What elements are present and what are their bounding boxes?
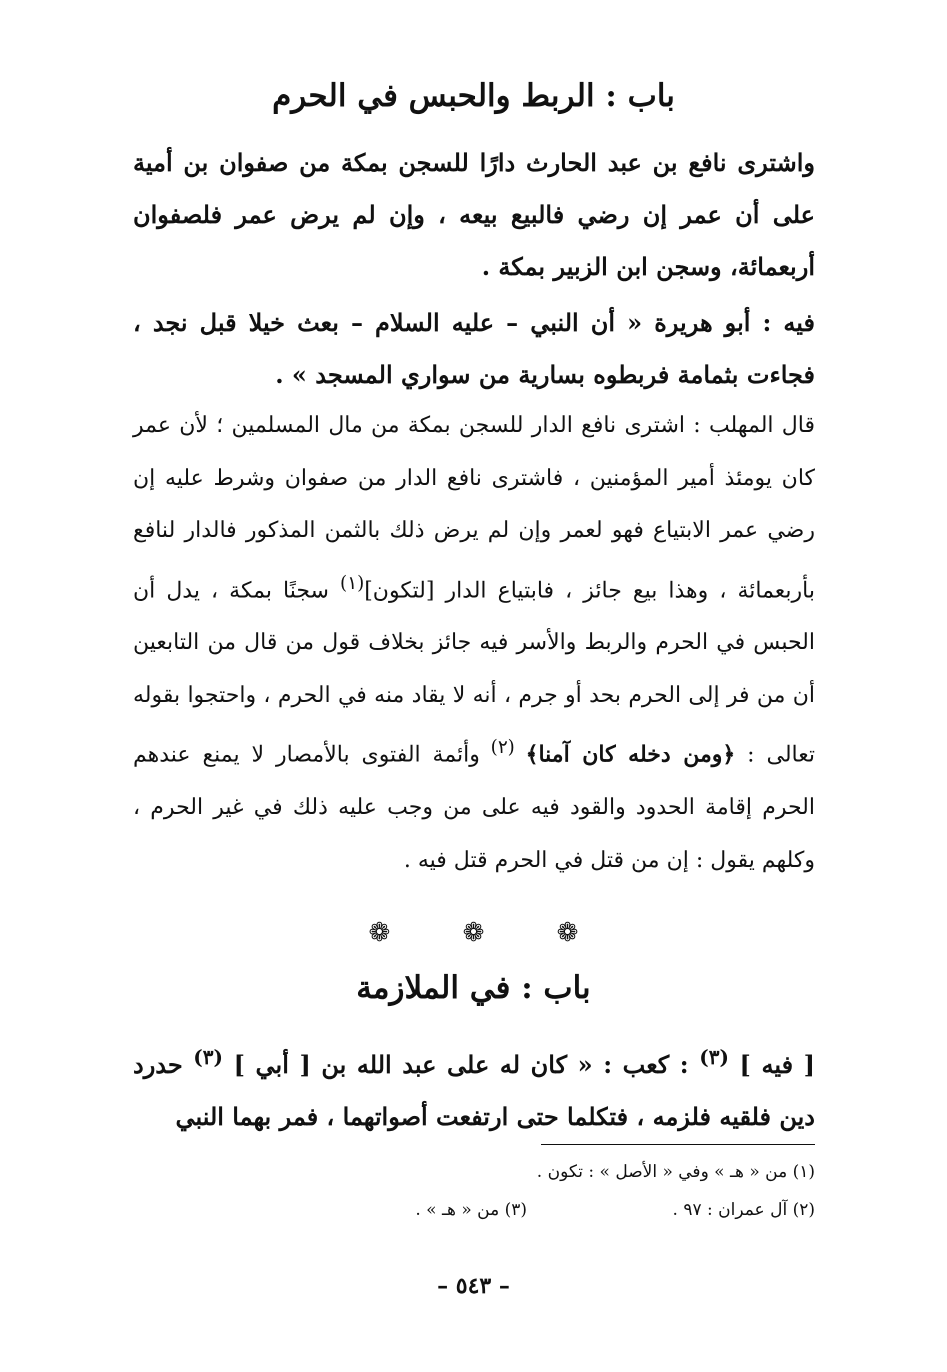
page-number: – ٥٤٣ – (437, 1273, 510, 1299)
hadith-part-c: حدرد دين فلقيه فلزمه ، فتكلما حتى ارتفعت أصواتهما ، فمر بهما النبي (133, 1050, 815, 1131)
chapter-title-detention: باب : الربط والحبس في الحرم (272, 78, 675, 114)
chapter-text-1: واشترى نافع بن عبد الحارث دارًا للسجن بمكة من صفوان بن أمية على أن عمر إن رضي فالبيع بيعه ، وإن لم يرض عمر فلصفوان أربعمائة، وسجن ابن الزبير بمكة . (133, 148, 815, 281)
footnote-1: (١) من « هـ » وفي « الأصل » : تكون . (536, 1162, 815, 1182)
footnote-3: (٣) من « هـ » . (415, 1200, 527, 1220)
hadith-text-thumama: فيه : أبو هريرة « أن النبي – عليه السلام – بعث خيلا قبل نجد ، فجاءت بثمامة فربطوه بسارية من سواري المسجد » . (133, 308, 815, 389)
commentary-part-2: سجنًا بمكة ، يدل أن الحبس في الحرم والربط والأسر فيه جائز بخلاف قول من قال من التابعين أن من فر إلى الحرم بحد أو جرم ، أنه لا يقاد منه في الحرم ، واحتجوا بقوله تعالى : (133, 577, 815, 768)
separator-star: ❁ (556, 918, 579, 948)
section-separator (0, 918, 947, 948)
hadith-part-b: : كعب : « كان له على عبد الله بن [ أبي ] (222, 1050, 700, 1079)
quran-quote: ﴿ومن دخله كان آمنا﴾ (525, 741, 736, 768)
separator-star: ❁ (462, 918, 485, 948)
commentary-part-1: قال المهلب : اشترى نافع الدار للسجن بمكة من مال المسلمين ؛ لأن عمر كان يومئذ أمير المؤمنين ، فاشترى نافع الدار من صفوان وشرط عليه إن رضي عمر الابتياع فهو لعمر وإن لم يرض ذلك بالثمن المذكور فالدار لنافع بأربعمائة ، وهذا بيع جائز ، فابتياع الدار [لتكون] (133, 413, 815, 603)
commentary-part-3: وأئمة الفتوى بالأمصار لا يمنع عندهم الحرم إقامة الحدود والقود فيه على من وجب عليه ذلك في غير الحرم ، وكلهم يقول : إن من قتل في الحرم قتل فيه . (133, 742, 815, 873)
hadith-text-kaab (133, 1031, 815, 1143)
footnote-ref-2: (٢) (479, 737, 526, 759)
footnote-ref-1: (١) (340, 572, 365, 594)
footnote-ref-3: (٣) (699, 1045, 729, 1069)
footnote-ref-3b: (٣) (193, 1045, 223, 1069)
chapter-title-mulazama: باب : في الملازمة (356, 970, 591, 1006)
commentary-muhallab (133, 400, 815, 887)
footnote-divider (541, 1144, 815, 1145)
hadith-part-a: [ فيه ] (728, 1050, 815, 1079)
separator-star: ❁ (368, 918, 391, 948)
footnote-2: (٢) آل عمران : ٩٧ . (672, 1200, 815, 1220)
